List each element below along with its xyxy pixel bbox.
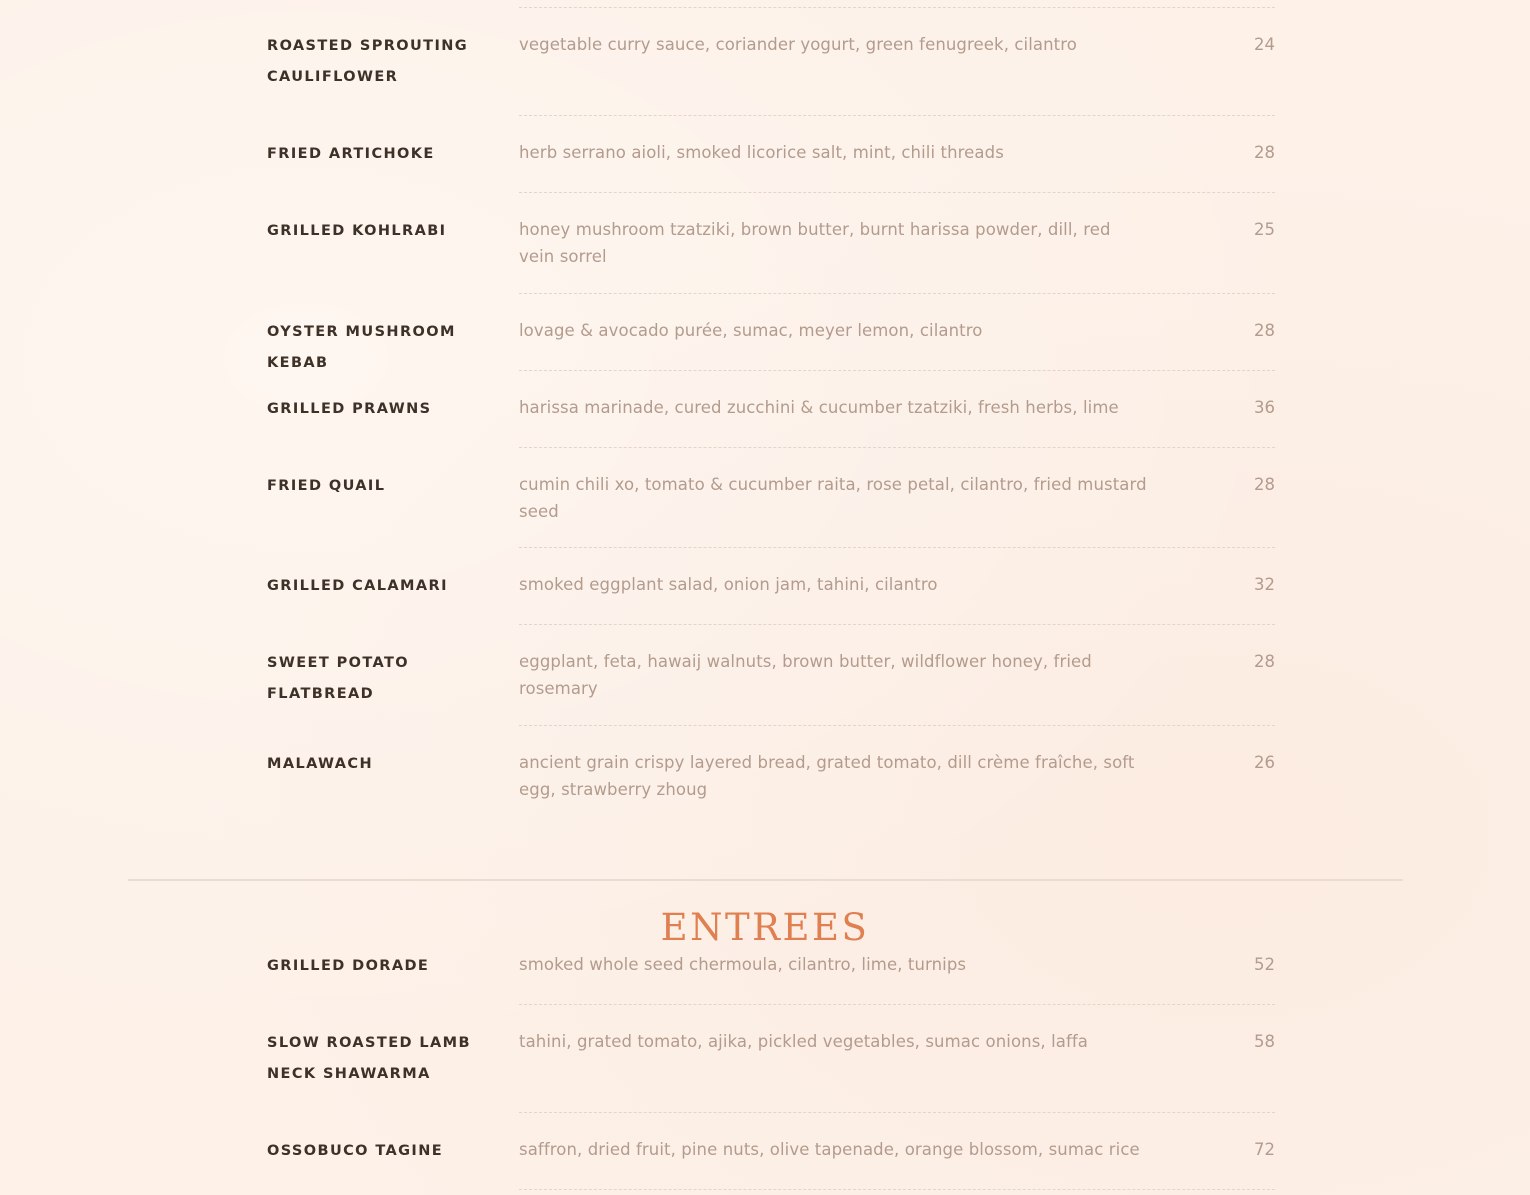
row-divider [519,1189,1275,1190]
menu-item-price: 25 [1254,220,1275,239]
menu-item-name: GRILLED CALAMARI [267,578,448,594]
menu-item-price: 72 [1254,1140,1275,1159]
menu-item-price: 52 [1254,955,1275,974]
menu-item-price: 26 [1254,753,1275,772]
menu-item-price: 24 [1254,35,1275,54]
menu-item-price: 28 [1254,321,1275,340]
menu-item-name: FRIED ARTICHOKE [267,146,435,162]
menu-item-description: eggplant, feta, hawaij walnuts, brown butter, wildflower honey, fried rosemary [519,652,1092,698]
menu-item-description: saffron, dried fruit, pine nuts, olive tapenade, orange blossom, sumac rice [519,1140,1140,1159]
menu-item-description: smoked eggplant salad, onion jam, tahini, cilantro [519,575,938,594]
menu-item-description: tahini, grated tomato, ajika, pickled vegetables, sumac onions, laffa [519,1032,1089,1051]
menu-item-name: OSSOBUCO TAGINE [267,1143,444,1159]
section-title-entrees: ENTREES [660,906,870,949]
menu-item-name: ROASTED SPROUTING CAULIFLOWER [267,38,469,85]
row-divider [519,7,1275,8]
menu-item-name: OYSTER MUSHROOM KEBAB [267,324,456,371]
row-divider [519,624,1275,625]
row-divider [519,115,1275,116]
row-divider [519,547,1275,548]
menu-item-price: 28 [1254,652,1275,671]
menu-item-description: honey mushroom tzatziki, brown butter, burnt harissa powder, dill, red vein sorrel [519,220,1111,266]
section-divider [128,879,1403,881]
menu-item-name: MALAWACH [267,756,374,772]
menu-item-name: GRILLED KOHLRABI [267,223,447,239]
menu-item-price: 36 [1254,398,1275,417]
menu-item-description: lovage & avocado purée, sumac, meyer lemon, cilantro [519,321,983,340]
menu-item-description: harissa marinade, cured zucchini & cucumber tzatziki, fresh herbs, lime [519,398,1119,417]
menu-item-name: GRILLED PRAWNS [267,401,432,417]
row-divider [519,192,1275,193]
menu-item-name: SWEET POTATO FLATBREAD [267,655,410,702]
row-divider [519,1112,1275,1113]
menu-item-price: 28 [1254,143,1275,162]
menu-item-name: FRIED QUAIL [267,478,386,494]
menu-item-description: cumin chili xo, tomato & cucumber raita, rose petal, cilantro, fried mustard seed [519,475,1147,521]
row-divider [519,370,1275,371]
menu-item-name: GRILLED DORADE [267,958,430,974]
menu-item-description: ancient grain crispy layered bread, grated tomato, dill crème fraîche, soft egg, strawberry zhoug [519,753,1135,799]
row-divider [519,447,1275,448]
menu-item-price: 28 [1254,475,1275,494]
menu-item-description: smoked whole seed chermoula, cilantro, lime, turnips [519,955,967,974]
row-divider [519,725,1275,726]
row-divider [519,293,1275,294]
menu-item-name: SLOW ROASTED LAMB NECK SHAWARMA [267,1035,471,1082]
menu-item-description: herb serrano aioli, smoked licorice salt, mint, chili threads [519,143,1004,162]
menu-item-description: vegetable curry sauce, coriander yogurt, green fenugreek, cilantro [519,35,1077,54]
menu-item-price: 32 [1254,575,1275,594]
row-divider [519,1004,1275,1005]
menu-item-price: 58 [1254,1032,1275,1051]
